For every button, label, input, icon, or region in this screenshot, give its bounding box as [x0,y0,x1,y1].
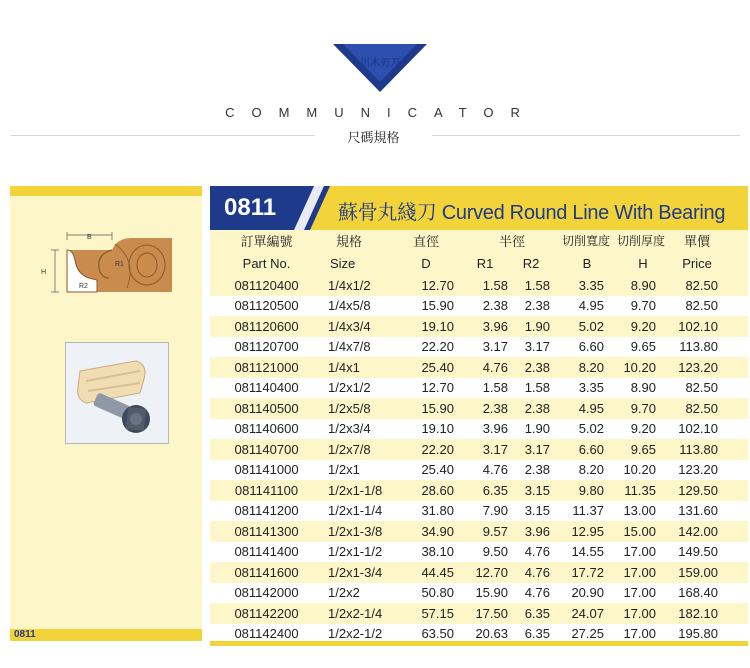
cell-width-b: 9.80 [578,482,604,498]
cell-price: 182.10 [678,605,718,621]
table-row [210,480,748,501]
cell-price: 82.50 [685,298,718,314]
cell-r1: 1.58 [482,380,508,396]
cell-r1: 9.57 [482,523,508,539]
cell-height-h: 17.00 [623,564,656,580]
cell-price: 129.50 [678,482,718,498]
header-d-zh: 直徑 [412,234,439,249]
cell-size: 1/2x7/8 [328,441,371,457]
cell-size: 1/2x2 [328,585,360,601]
cell-part-no: 081142000 [234,585,299,601]
cell-width-b: 11.37 [572,503,604,519]
cell-r1: 9.50 [482,544,508,560]
table-row [210,419,748,440]
table-row [210,398,748,419]
cell-height-h: 9.70 [630,400,656,416]
table-row [210,460,748,481]
cell-r2: 1.58 [524,380,550,396]
cell-diameter: 15.90 [421,400,454,416]
diagram-label-b: B [87,234,92,241]
cell-size: 1/2x1/2 [328,380,371,396]
cell-size: 1/2x3/4 [328,421,371,437]
product-title: 蘇骨丸綫刀 Curved Round Line With Bearing [338,202,726,224]
cell-price: 159.00 [678,564,718,580]
header-h-en: H [638,255,648,271]
header-h-zh: 切削厚度 [616,234,665,248]
cell-r1: 1.58 [482,277,508,293]
cell-r2: 1.90 [524,318,550,334]
cell-size: 1/4x1 [328,359,360,375]
cell-r1: 3.17 [482,441,508,457]
cell-diameter: 15.90 [421,298,454,314]
table-header-en [210,251,748,275]
cell-size: 1/2x1-1/2 [328,544,383,560]
cell-diameter: 31.80 [421,503,454,519]
cell-size: 1/4x7/8 [328,339,371,355]
cell-r1: 3.96 [482,318,508,334]
table-row [210,378,748,399]
brand-name: COMMUNICATOR [225,105,537,120]
cell-price: 102.10 [678,421,718,437]
cell-height-h: 17.00 [623,605,656,621]
cell-width-b: 8.20 [578,359,604,375]
cell-part-no: 081141200 [234,503,299,519]
cell-height-h: 9.65 [630,339,656,355]
cell-width-b: 24.07 [571,605,604,621]
cell-height-h: 13.00 [623,503,656,519]
cell-size: 1/2x1-1/8 [328,482,383,498]
cell-height-h: 17.00 [623,585,656,601]
cell-height-h: 8.90 [630,380,656,396]
cell-r1: 3.96 [482,421,508,437]
cell-part-no: 081140700 [234,441,299,457]
cell-r2: 3.17 [524,441,550,457]
title-code: 0811 [224,194,277,221]
cell-price: 123.20 [678,462,718,478]
cell-diameter: 63.50 [421,626,454,642]
cell-width-b: 3.35 [578,380,604,396]
header-r-zh: 半徑 [498,234,525,249]
cell-r1: 17.50 [475,605,508,621]
cell-height-h: 8.90 [630,277,656,293]
cell-r1: 2.38 [482,400,508,416]
cell-r1: 4.76 [482,462,508,478]
header-d-en: D [421,255,431,271]
cell-r1: 6.35 [482,482,508,498]
cell-width-b: 4.95 [578,298,604,314]
cell-r2: 6.35 [524,605,550,621]
cell-r2: 2.38 [524,298,550,314]
header-size-en: Size [330,255,356,271]
cell-diameter: 38.10 [421,544,454,560]
cell-price: 131.60 [678,503,718,519]
cell-part-no: 081141100 [234,482,299,498]
cell-part-no: 081141600 [234,564,299,580]
diagram-label-r2: R2 [79,283,88,290]
table-row [210,439,748,460]
cell-r2: 2.38 [524,462,550,478]
left-panel-code: 0811 [14,629,36,640]
cell-diameter: 50.80 [421,585,454,601]
cell-height-h: 9.20 [630,318,656,334]
cell-diameter: 25.40 [421,359,454,375]
cell-part-no: 081120500 [234,298,299,314]
cell-price: 82.50 [685,400,718,416]
cell-height-h: 9.65 [630,441,656,457]
router-bit-photo [65,342,169,444]
table-row [210,521,748,542]
cell-size: 1/2x5/8 [328,400,371,416]
cell-r1: 2.38 [482,298,508,314]
cell-r1: 4.76 [482,359,508,375]
cell-part-no: 081140500 [234,400,299,416]
cell-width-b: 8.20 [578,462,604,478]
left-panel-bottom-bar [10,629,202,641]
table-row [210,603,748,624]
cell-r2: 4.76 [524,585,550,601]
left-panel-top-bar [10,186,202,196]
diagram-label-r1: R1 [115,261,124,268]
cell-diameter: 57.15 [421,605,454,621]
header-b-en: B [582,255,592,271]
left-panel [10,186,202,641]
table-row [210,542,748,563]
header-size-zh: 規格 [336,234,363,249]
cell-part-no: 081140400 [234,380,299,396]
cell-width-b: 6.60 [578,339,604,355]
cell-price: 195.80 [678,626,718,642]
table-row [210,316,748,337]
cell-diameter: 22.20 [421,441,454,457]
header-price-en: Price [682,255,712,271]
cell-diameter: 12.70 [421,380,454,396]
cell-height-h: 17.00 [623,626,656,642]
cell-height-h: 9.70 [630,298,656,314]
header-r2-en: R2 [522,255,540,271]
cell-r2: 6.35 [524,626,550,642]
cell-size: 1/2x1-3/4 [328,564,383,580]
table-row [210,562,748,583]
cell-size: 1/4x3/4 [328,318,371,334]
cell-size: 1/2x1 [328,462,360,478]
cell-diameter: 19.10 [421,421,454,437]
table-row [210,501,748,522]
cell-size: 1/2x2-1/2 [328,626,383,642]
cell-price: 82.50 [685,277,718,293]
cell-width-b: 5.02 [578,421,604,437]
table-row [210,337,748,358]
cell-diameter: 22.20 [421,339,454,355]
header-part-zh: 訂單編號 [240,234,293,249]
cell-height-h: 9.20 [630,421,656,437]
cell-width-b: 3.35 [578,277,604,293]
table-row [210,275,748,296]
page-subtitle: 尺碼規格 [347,130,400,145]
cell-part-no: 081141000 [234,462,299,478]
cell-r1: 3.17 [482,339,508,355]
cell-price: 168.40 [678,585,718,601]
header-r1-en: R1 [476,255,494,271]
cell-r1: 7.90 [482,503,508,519]
cell-part-no: 081141300 [234,523,299,539]
table-row [210,583,748,604]
cell-height-h: 10.20 [623,462,656,478]
profile-diagram [37,230,177,300]
cell-r2: 3.15 [524,503,550,519]
cell-part-no: 081142200 [234,605,299,621]
cell-diameter: 25.40 [421,462,454,478]
cell-part-no: 081120600 [234,318,299,334]
table-header-zh [210,230,748,251]
header-rule-left [10,135,315,136]
header-part-en: Part No. [242,255,291,271]
cell-width-b: 20.90 [571,585,604,601]
cell-part-no: 081120700 [234,339,299,355]
cell-part-no: 081121000 [234,359,299,375]
cell-r2: 2.38 [524,400,550,416]
cell-size: 1/2x1-1/4 [328,503,383,519]
cell-price: 149.50 [678,544,718,560]
cell-r1: 15.90 [475,585,508,601]
cell-price: 102.10 [678,318,718,334]
cell-part-no: 081142400 [234,626,299,642]
table-row [210,357,748,378]
cell-size: 1/2x1-3/8 [328,523,383,539]
cell-r2: 3.15 [524,482,550,498]
cell-diameter: 34.90 [421,523,454,539]
cell-r2: 4.76 [524,544,550,560]
cell-size: 1/4x1/2 [328,277,371,293]
cell-width-b: 14.55 [571,544,604,560]
cell-part-no: 081140600 [234,421,299,437]
cell-price: 113.80 [679,441,718,457]
cell-r2: 3.17 [524,339,550,355]
cell-size: 1/4x5/8 [328,298,371,314]
cell-height-h: 17.00 [623,544,656,560]
diagram-label-h: H [41,269,47,276]
table-bottom-rule [210,641,748,646]
cell-r1: 20.63 [475,626,508,642]
cell-width-b: 5.02 [578,318,604,334]
cell-size: 1/2x2-1/4 [328,605,383,621]
header-price-zh: 單價 [683,234,710,249]
cell-part-no: 081141400 [234,544,299,560]
cell-width-b: 12.95 [571,523,604,539]
cell-width-b: 17.72 [571,564,604,580]
logo-text: 川木刃刀 [360,58,400,69]
cell-r2: 4.76 [524,564,550,580]
cell-diameter: 44.45 [421,564,454,580]
cell-r1: 12.70 [475,564,508,580]
cell-r2: 2.38 [524,359,550,375]
cell-r2: 1.90 [524,421,550,437]
title-bar [210,186,748,230]
header-b-zh: 切削寬度 [561,234,610,248]
cell-price: 82.50 [685,380,718,396]
cell-r2: 3.96 [524,523,550,539]
cell-width-b: 4.95 [578,400,604,416]
cell-part-no: 081120400 [234,277,299,293]
cell-price: 113.80 [679,339,718,355]
cell-width-b: 6.60 [578,441,604,457]
header-rule-right [432,135,740,136]
cell-height-h: 15.00 [623,523,656,539]
cell-height-h: 11.35 [624,482,656,498]
cell-diameter: 12.70 [421,277,454,293]
table-body [210,275,748,644]
cell-r2: 1.58 [524,277,550,293]
cell-height-h: 10.20 [623,359,656,375]
cell-price: 142.00 [678,523,718,539]
cell-width-b: 27.25 [571,626,604,642]
spec-table [210,230,748,644]
table-row [210,296,748,317]
cell-diameter: 19.10 [421,318,454,334]
cell-diameter: 28.60 [421,482,454,498]
cell-price: 123.20 [678,359,718,375]
